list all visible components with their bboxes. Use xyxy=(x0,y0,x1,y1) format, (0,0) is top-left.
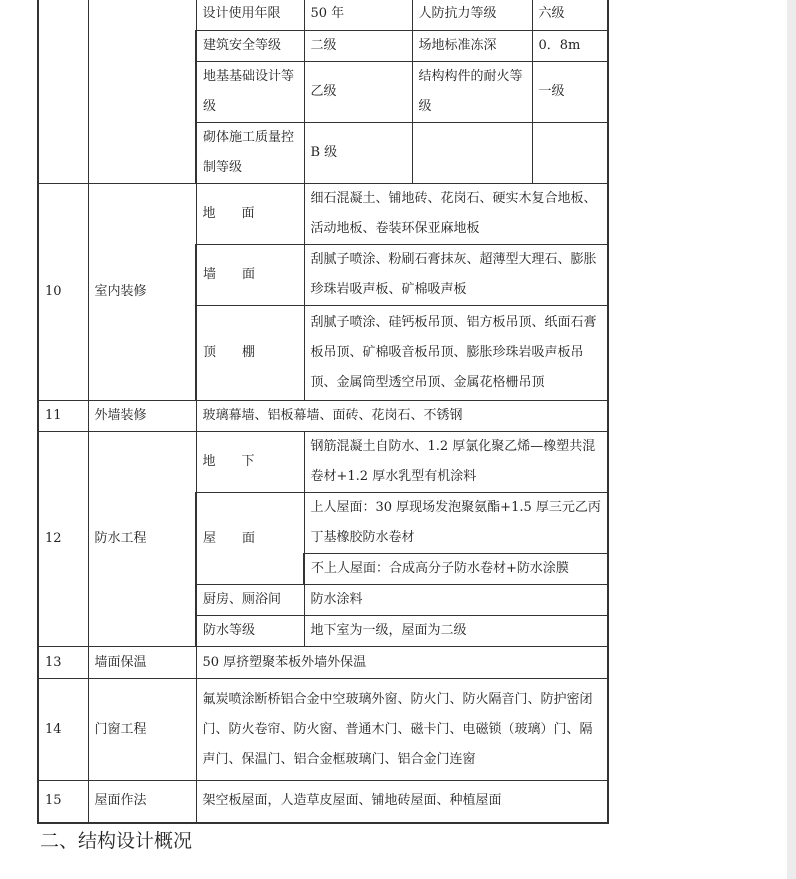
row-item-name: 室内装修 xyxy=(88,184,196,401)
row-item-value: 50 厚挤塑聚苯板外墙外保温 xyxy=(196,647,608,679)
sub-item-value: 刮腻子喷涂、粉刷石膏抹灰、超薄型大理石、膨胀珍珠岩吸声板、矿棉吸声板 xyxy=(304,245,608,306)
sub-item-label: 墙 面 xyxy=(196,245,304,306)
row-item-name: 门窗工程 xyxy=(88,679,196,781)
row-item-value: 氟炭喷涂断桥铝合金中空玻璃外窗、防火门、防火隔音门、防护密闭门、防火卷帘、防火窗、普通木门、磁卡门、电磁锁（玻璃）门、隔声门、保温门、铝合金框玻璃门、铝合金门连窗 xyxy=(196,679,608,781)
row-number: 12 xyxy=(38,432,88,647)
param-value: 乙级 xyxy=(304,62,412,123)
sub-item-value: 刮腻子喷涂、硅钙板吊顶、铝方板吊顶、纸面石膏板吊顶、矿棉吸音板吊顶、膨胀珍珠岩吸声板吊顶、金属筒型透空吊顶、金属花格栅吊顶 xyxy=(304,306,608,401)
row-number: 10 xyxy=(38,184,88,401)
param-value: 一级 xyxy=(532,62,608,123)
row-item-name: 外墙装修 xyxy=(88,401,196,432)
table-row xyxy=(38,0,608,31)
sub-item-value: 不上人屋面：合成高分子防水卷材+防水涂膜 xyxy=(304,554,608,585)
scrollbar-gutter xyxy=(787,0,796,879)
table-row xyxy=(38,184,608,245)
param-label: 场地标准冻深 xyxy=(412,31,532,62)
sub-item-value: 地下室为一级，屋面为二级 xyxy=(304,616,608,647)
param-label: 地基基础设计等级 xyxy=(196,62,304,123)
param-label: 建筑安全等级 xyxy=(196,31,304,62)
row-item-name: 防水工程 xyxy=(88,432,196,647)
row-number: 14 xyxy=(38,679,88,781)
row-number: 13 xyxy=(38,647,88,679)
param-value: 二级 xyxy=(304,31,412,62)
param-label xyxy=(412,123,532,184)
sub-item-value: 细石混凝土、铺地砖、花岗石、硬实木复合地板、活动地板、卷装环保亚麻地板 xyxy=(304,184,608,245)
section-heading: 二、结构设计概况 xyxy=(40,830,193,852)
sub-item-label: 厨房、厕浴间 xyxy=(196,585,304,616)
sub-item-value: 上人屋面：30 厚现场发泡聚氨酯+1.5 厚三元乙丙丁基橡胶防水卷材 xyxy=(304,493,608,554)
table-row xyxy=(38,401,608,432)
sub-item-label: 地 面 xyxy=(196,184,304,245)
row-item-name: 屋面作法 xyxy=(88,781,196,823)
table-row xyxy=(38,647,608,679)
param-label: 砌体施工质量控制等级 xyxy=(196,123,304,184)
row-number-cell xyxy=(38,0,88,184)
row-number: 15 xyxy=(38,781,88,823)
param-value xyxy=(532,123,608,184)
table-row xyxy=(38,679,608,781)
param-value: B 级 xyxy=(304,123,412,184)
sub-item-label: 顶 棚 xyxy=(196,306,304,401)
param-label: 设计使用年限 xyxy=(196,0,304,31)
row-item-value: 玻璃幕墙、铝板幕墙、面砖、花岗石、不锈钢 xyxy=(196,401,608,432)
param-value: 六级 xyxy=(532,0,608,31)
sub-item-label: 地 下 xyxy=(196,432,304,493)
table-row xyxy=(38,781,608,823)
param-value: 50 年 xyxy=(304,0,412,31)
row-item-cell xyxy=(88,0,196,184)
sub-item-label: 屋 面 xyxy=(196,493,304,585)
sub-item-value: 钢筋混凝土自防水、1.2 厚氯化聚乙烯—橡塑共混卷材+1.2 厚水乳型有机涂料 xyxy=(304,432,608,493)
row-item-value: 架空板屋面，人造草皮屋面、铺地砖屋面、种植屋面 xyxy=(196,781,608,823)
param-label: 结构构件的耐火等级 xyxy=(412,62,532,123)
row-item-name: 墙面保温 xyxy=(88,647,196,679)
row-number: 11 xyxy=(38,401,88,432)
param-value: 0．8m xyxy=(532,31,608,62)
architecture-overview-table xyxy=(37,0,609,824)
table-row xyxy=(38,432,608,493)
sub-item-value: 防水涂料 xyxy=(304,585,608,616)
param-label: 人防抗力等级 xyxy=(412,0,532,31)
sub-item-label: 防水等级 xyxy=(196,616,304,647)
